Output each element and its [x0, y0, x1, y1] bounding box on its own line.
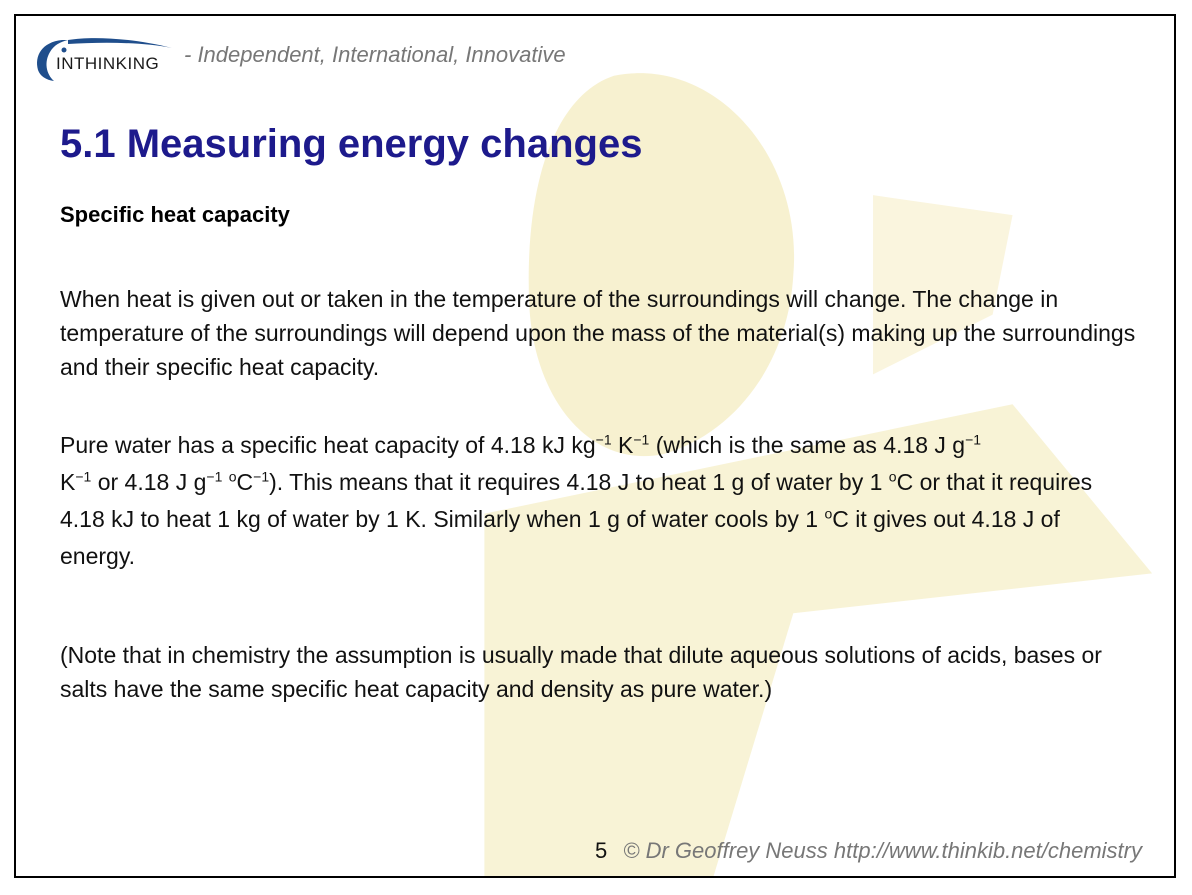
inthinking-logo [32, 34, 182, 84]
superscript: −1 [965, 431, 982, 448]
superscript: o [888, 468, 897, 485]
copyright-text: © Dr Geoffrey Neuss http://www.thinkib.net/chemistry [623, 838, 1142, 863]
paragraph-water-heat-capacity [60, 427, 1140, 575]
tagline: - Independent, International, Innovative [184, 42, 566, 67]
text-run: C or that it requires 4.18 kJ to heat 1 kg of water by 1 K. Similarly when 1 g of water cools by 1 [60, 469, 1093, 532]
text-run: (which is the same as 4.18 J g [649, 432, 966, 458]
header [32, 34, 182, 84]
text-run: Pure water has a specific heat capacity of 4.18 kJ kg [60, 432, 596, 458]
text-run: C [236, 469, 254, 495]
footer [595, 838, 1142, 864]
superscript: −1 [595, 431, 612, 448]
page-title: 5.1 Measuring energy changes [60, 122, 643, 166]
page-number: 5 [595, 838, 608, 863]
paragraph-surroundings: When heat is given out or taken in the temperature of the surroundings will change. The change in temperature of the surroundings will depend upon the mass of the material(s) making up the surroundings and their specific heat capacity. [60, 286, 1136, 380]
section-subtitle: Specific heat capacity [60, 202, 290, 227]
superscript: −1 [253, 468, 270, 485]
text-run: K [60, 469, 76, 495]
paragraph-note: (Note that in chemistry the assumption is usually made that dilute aqueous solutions of acids, bases or salts have the same specific heat capacity and density as pure water.) [60, 642, 1102, 702]
text-run: C it gives out 4.18 J of energy. [60, 506, 1060, 569]
superscript: −1 [633, 431, 650, 448]
superscript: o [824, 505, 833, 522]
slide [14, 14, 1176, 878]
text-run: or 4.18 J g [91, 469, 207, 495]
text-run: K [611, 432, 634, 458]
superscript: o [228, 468, 237, 485]
logo-text: INTHINKING [56, 54, 160, 73]
superscript: −1 [75, 468, 92, 485]
text-run: ). This means that it requires 4.18 J to heat 1 g of water by 1 [269, 469, 889, 495]
superscript: −1 [206, 468, 223, 485]
